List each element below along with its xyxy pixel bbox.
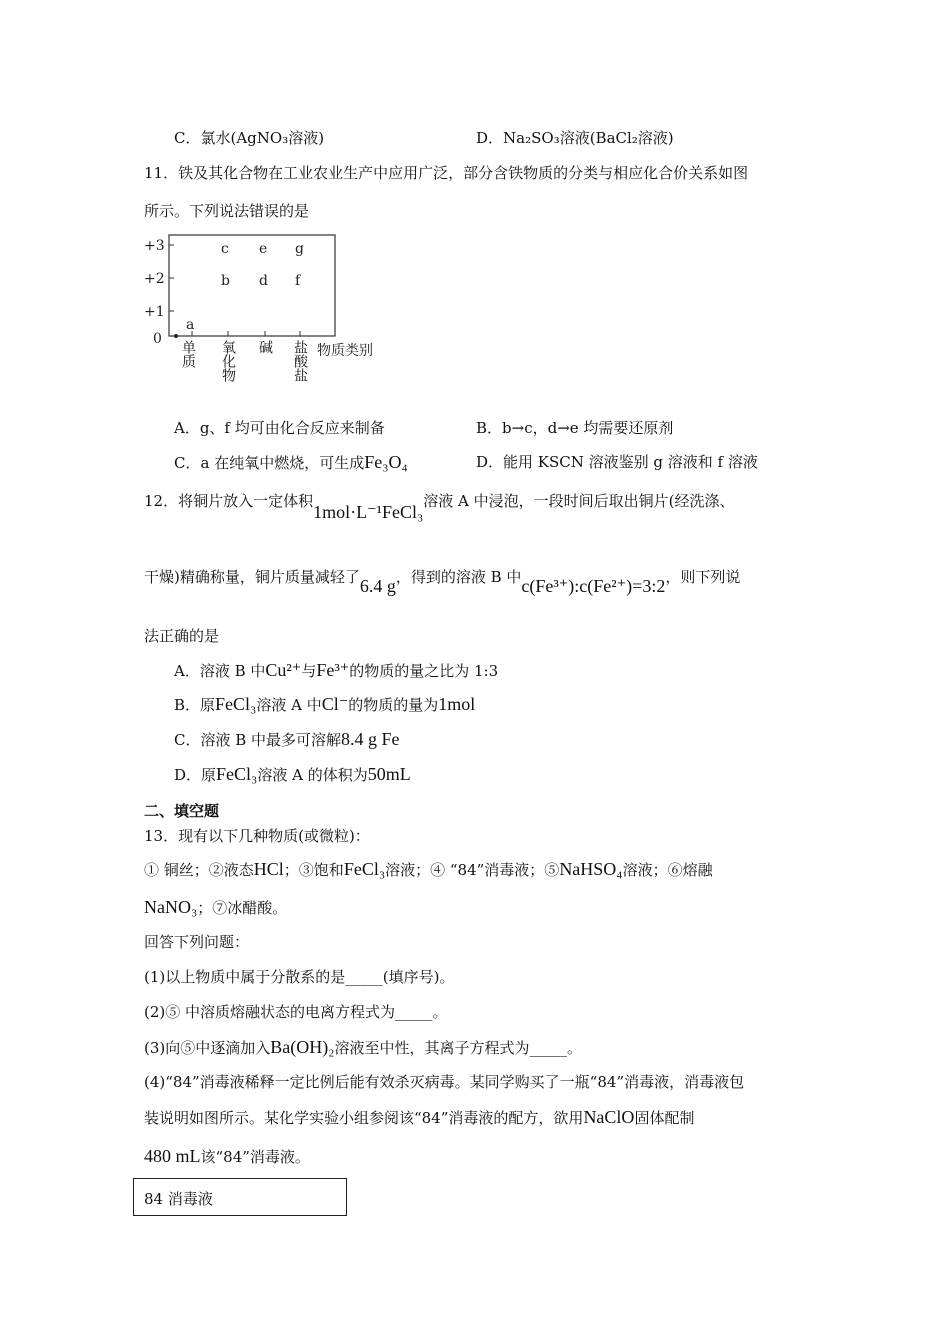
option-text: C．溶液 B 中最多可溶解 bbox=[174, 731, 342, 749]
q11-stem-line2: 所示。下列说法错误的是 bbox=[144, 202, 310, 220]
point-label-b: b bbox=[221, 273, 230, 289]
q10-option-d bbox=[476, 128, 674, 148]
formula: Ba(OH)₂ bbox=[270, 1037, 335, 1057]
point-a-marker bbox=[174, 334, 178, 338]
formula: 480 mL bbox=[144, 1146, 201, 1166]
point-label-f: f bbox=[295, 273, 301, 289]
point-label-g: g bbox=[295, 241, 304, 257]
formula: 1mol bbox=[438, 694, 476, 714]
formula: Fe₃O₄ bbox=[364, 452, 408, 472]
item-text: ；⑦冰醋酸。 bbox=[197, 899, 288, 917]
y-tick-label: 0 bbox=[153, 331, 162, 347]
q11-option-a: A．g、f 均可由化合反应来制备 bbox=[174, 419, 385, 437]
q13-part-2: (2)⑤ 中溶质熔融状态的电离方程式为_____。 bbox=[144, 1003, 448, 1021]
formula: FeCl₃ bbox=[216, 764, 258, 784]
stem-text: ，得到的溶液 B 中 bbox=[395, 568, 522, 586]
formula: HCl bbox=[253, 859, 284, 879]
q13-part-4-line3 bbox=[144, 1146, 310, 1167]
formula: Cl⁻ bbox=[321, 694, 349, 714]
x-category-label: 单质 bbox=[180, 340, 196, 368]
stem-text: 12．将铜片放入一定体积 bbox=[144, 492, 314, 510]
q13-part-1: (1)以上物质中属于分散系的是_____(填序号)。 bbox=[144, 968, 455, 986]
formula: c(Fe³⁺):c(Fe²⁺)=3:2 bbox=[521, 576, 666, 596]
label-box-text: 84 消毒液 bbox=[144, 1190, 213, 1208]
iron-valence-chart bbox=[140, 228, 400, 398]
q13-items-line2 bbox=[144, 897, 287, 918]
formula: NaHSO₄ bbox=[559, 859, 623, 879]
q11-stem-line1: 11．铁及其化合物在工业农业生产中应用广泛，部分含铁物质的分类与相应化合价关系如图 bbox=[144, 164, 749, 182]
stem-text: 溶液 A 中浸泡，一段时间后取出铜片(经洗涤、 bbox=[423, 492, 735, 510]
stem-text: ，则下列说 bbox=[665, 568, 741, 586]
q12-option-a bbox=[174, 660, 498, 681]
item-text: 溶液；⑥熔融 bbox=[622, 861, 713, 879]
formula: Fe³⁺ bbox=[316, 660, 350, 680]
option-label: C． bbox=[174, 129, 201, 147]
y-tick-label: +3 bbox=[144, 238, 165, 254]
stem-text: 干燥)精确称量，铜片质量减轻了 bbox=[144, 568, 360, 586]
option-text: 与 bbox=[301, 662, 317, 680]
q11-option-d: D．能用 KSCN 溶液鉴别 g 溶液和 f 溶液 bbox=[476, 453, 758, 471]
formula: 50mL bbox=[367, 764, 411, 784]
option-text: 溶液 A 中 bbox=[256, 696, 322, 714]
label-box bbox=[133, 1178, 347, 1216]
q12-option-b bbox=[174, 694, 475, 715]
y-tick-label: +1 bbox=[144, 304, 165, 320]
item-text: ① 铜丝；②液态 bbox=[144, 861, 254, 879]
part-text: 固体配制 bbox=[634, 1109, 695, 1127]
part-text: (3)向⑤中逐滴加入 bbox=[144, 1039, 271, 1057]
item-text: ；③饱和 bbox=[283, 861, 344, 879]
q13-part-4-line1: (4)“84”消毒液稀释一定比例后能有效杀灭病毒。某同学购买了一瓶“84”消毒液，消毒液包 bbox=[144, 1073, 745, 1091]
q13-items-line1 bbox=[144, 859, 713, 880]
x-category-label: 碱 bbox=[257, 340, 273, 354]
q13-prompt: 回答下列问题： bbox=[144, 933, 250, 951]
q11-option-b: B．b→c，d→e 均需要还原剂 bbox=[476, 419, 674, 437]
item-text: 溶液；④ “84”消毒液；⑤ bbox=[385, 861, 560, 879]
option-text: 的物质的量之比为 1:3 bbox=[349, 662, 499, 680]
option-text: C．a 在纯氧中燃烧，可生成 bbox=[174, 454, 365, 472]
q12-stem-line2 bbox=[144, 566, 741, 596]
q11-option-c bbox=[174, 452, 408, 473]
q13-part-4-line2 bbox=[144, 1107, 694, 1128]
q10-option-c bbox=[174, 128, 324, 148]
point-label-a: a bbox=[186, 317, 195, 333]
formula: NaNO₃ bbox=[144, 897, 198, 917]
formula: FeCl₃ bbox=[215, 694, 257, 714]
formula: NaClO bbox=[583, 1107, 635, 1127]
option-text: Na₂SO₃溶液(BaCl₂溶液) bbox=[503, 129, 674, 147]
formula: 8.4 g Fe bbox=[341, 729, 400, 749]
formula: Cu²⁺ bbox=[265, 660, 302, 680]
x-category-label: 氧化物 bbox=[220, 340, 236, 382]
q13-part-3 bbox=[144, 1037, 582, 1058]
q12-option-d bbox=[174, 764, 411, 785]
part-text: 装说明如图所示。某化学实验小组参阅该“84”消毒液的配方，欲用 bbox=[144, 1109, 584, 1127]
part-text: 溶液至中性，其离子方程式为_____。 bbox=[334, 1039, 583, 1057]
q13-stem: 13．现有以下几种物质(或微粒)： bbox=[144, 827, 370, 845]
y-tick-label: +2 bbox=[144, 271, 165, 287]
q12-option-c bbox=[174, 729, 400, 750]
x-axis-title: 物质类别 bbox=[317, 343, 373, 359]
point-label-c: c bbox=[221, 241, 229, 257]
point-label-d: d bbox=[259, 273, 268, 289]
formula: 6.4 g bbox=[359, 576, 396, 596]
option-text: 的物质的量为 bbox=[348, 696, 439, 714]
option-text: 溶液 A 的体积为 bbox=[257, 766, 368, 784]
option-text: A．溶液 B 中 bbox=[174, 662, 266, 680]
section-title: 二、填空题 bbox=[144, 802, 220, 820]
point-label-e: e bbox=[259, 241, 268, 257]
option-text: B．原 bbox=[174, 696, 216, 714]
formula: 1mol·L⁻¹FeCl₃ bbox=[313, 502, 424, 522]
option-text: D．原 bbox=[174, 766, 217, 784]
formula: FeCl₃ bbox=[343, 859, 386, 879]
x-category-label: 盐酸盐 bbox=[292, 340, 308, 382]
option-text: 氯水(AgNO₃溶液) bbox=[200, 129, 325, 147]
option-label: D． bbox=[476, 129, 504, 147]
q12-stem-line3: 法正确的是 bbox=[144, 627, 220, 645]
part-text: 该“84”消毒液。 bbox=[200, 1148, 310, 1166]
q12-stem-line1 bbox=[144, 490, 735, 522]
